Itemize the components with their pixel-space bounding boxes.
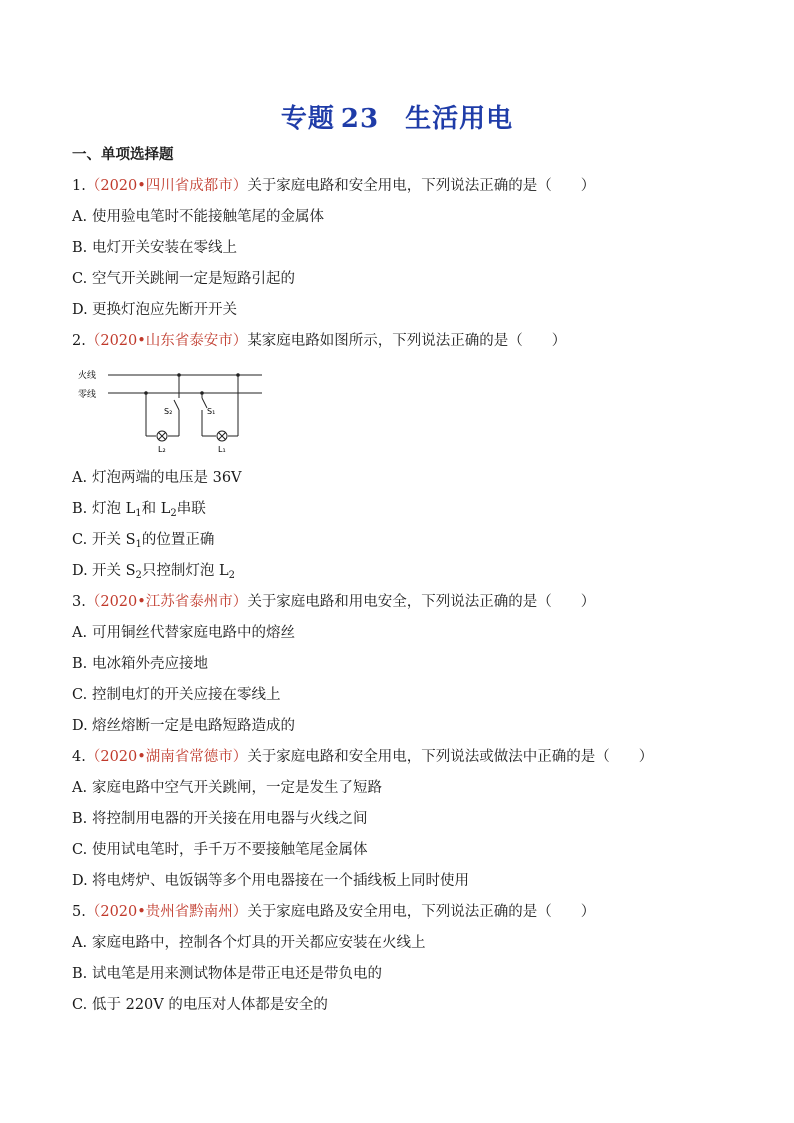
section-heading: 一、单项选择题 xyxy=(72,146,174,163)
question-source: （2020•湖南省常德市） xyxy=(85,749,248,765)
question-1-stem: 1.（2020•四川省成都市）关于家庭电路和安全用电，下列说法正确的是（ ） xyxy=(72,178,596,194)
question-source: （2020•四川省成都市） xyxy=(85,178,248,194)
switch-s2-label: S₂ xyxy=(164,407,173,416)
question-source: （2020•贵州省黔南州） xyxy=(85,904,248,920)
option-c: C. 控制电灯的开关应接在零线上 xyxy=(72,687,281,703)
switch-s1-label: S₁ xyxy=(207,407,216,416)
option-b: B. 灯泡 $L_1$和 $L_2$串联 xyxy=(72,501,206,519)
option-a: A. 使用验电笔时不能接触笔尾的金属体 xyxy=(72,209,324,225)
question-2-stem: 2.（2020•山东省泰安市）某家庭电路如图所示，下列说法正确的是（ ） xyxy=(72,333,567,349)
title-name: 生活用电 xyxy=(405,104,514,134)
live-wire-label: 火线 xyxy=(78,371,97,381)
neutral-wire-label: 零线 xyxy=(78,390,97,400)
circuit-diagram xyxy=(78,364,268,454)
lamp-l1-label: L₁ xyxy=(218,445,226,454)
option-d: D. 开关 $S_2$只控制灯泡 $L_2$ xyxy=(72,563,236,581)
question-5-stem: 5.（2020•贵州省黔南州）关于家庭电路及安全用电，下列说法正确的是（ ） xyxy=(72,904,596,920)
option-c: C. 使用试电笔时，手千万不要接触笔尾金属体 xyxy=(72,842,368,858)
option-a: A. 家庭电路中，控制各个灯具的开关都应安装在火线上 xyxy=(72,935,426,951)
option-d: D. 更换灯泡应先断开开关 xyxy=(72,302,237,318)
switch-icon xyxy=(174,400,179,410)
question-3-stem: 3.（2020•江苏省泰州市）关于家庭电路和用电安全，下列说法正确的是（ ） xyxy=(72,594,596,610)
option-c: C. 低于 220V 的电压对人体都是安全的 xyxy=(72,997,328,1013)
page-title xyxy=(0,98,794,135)
option-d: D. 熔丝熔断一定是电路短路造成的 xyxy=(72,718,295,734)
option-a: A. 家庭电路中空气开关跳闸，一定是发生了短路 xyxy=(72,780,382,796)
question-4-stem: 4.（2020•湖南省常德市）关于家庭电路和安全用电，下列说法或做法中正确的是（ ） xyxy=(72,749,654,765)
question-source: （2020•山东省泰安市） xyxy=(85,333,248,349)
option-c: C. 空气开关跳闸一定是短路引起的 xyxy=(72,271,295,287)
option-a: A. 灯泡两端的电压是 36V xyxy=(72,470,242,486)
option-b: B. 将控制用电器的开关接在用电器与火线之间 xyxy=(72,811,368,827)
title-number: 23 xyxy=(340,104,380,134)
option-c: C. 开关 $S_1$的位置正确 xyxy=(72,532,215,550)
option-a: A. 可用铜丝代替家庭电路中的熔丝 xyxy=(72,625,295,641)
title-prefix: 专题 xyxy=(280,104,335,134)
option-b: B. 电冰箱外壳应接地 xyxy=(72,656,208,672)
option-b: B. 电灯开关安装在零线上 xyxy=(72,240,237,256)
lamp-l2-label: L₂ xyxy=(158,445,166,454)
option-b: B. 试电笔是用来测试物体是带正电还是带负电的 xyxy=(72,966,382,982)
option-d: D. 将电烤炉、电饭锅等多个用电器接在一个插线板上同时使用 xyxy=(72,873,469,889)
question-source: （2020•江苏省泰州市） xyxy=(85,594,248,610)
